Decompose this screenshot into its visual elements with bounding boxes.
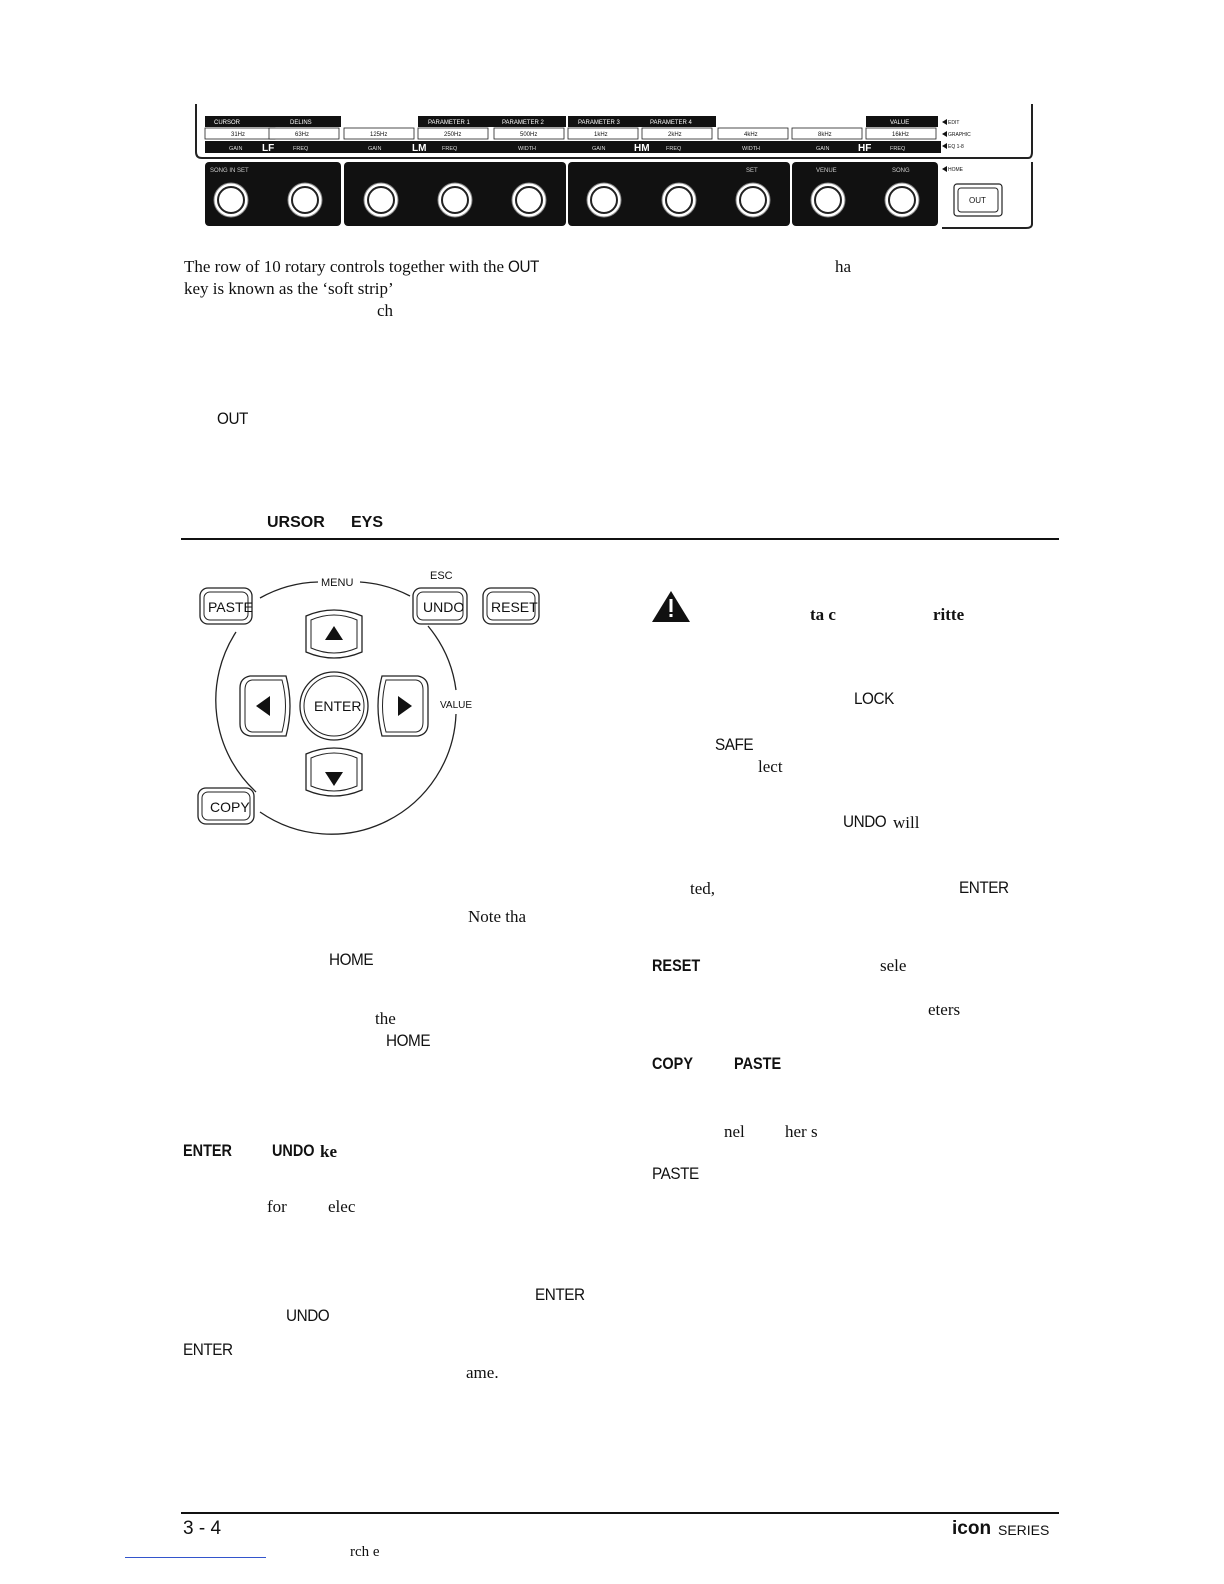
out-key-ref: OUT <box>508 257 540 276</box>
right-lect: lect <box>758 757 783 776</box>
bottom-label: WIDTH <box>742 146 761 152</box>
bottom-label: FREQ <box>293 146 309 152</box>
undo-key[interactable] <box>413 588 467 624</box>
band-hf: HF <box>858 143 872 154</box>
cursor-right-key[interactable] <box>378 676 428 736</box>
paste-key[interactable] <box>200 588 253 624</box>
rotary-knob[interactable] <box>364 183 398 217</box>
left-note: Note tha <box>468 907 527 926</box>
freq-label: 16kHz <box>892 132 910 138</box>
band-lf: LF <box>262 143 275 154</box>
freq-label: 31Hz <box>231 132 246 138</box>
left-home-1: HOME <box>329 950 374 969</box>
rotary-knob[interactable] <box>288 183 322 217</box>
bottom-label: GAIN <box>368 146 382 152</box>
label-param3: PARAMETER 3 <box>578 120 620 126</box>
svg-text:COPY: COPY <box>210 799 250 815</box>
freq-label: 63Hz <box>295 132 310 138</box>
side-graphic: GRAPHIC <box>948 132 971 138</box>
bottom-label: FREQ <box>890 146 906 152</box>
freq-label: 250Hz <box>444 132 462 138</box>
label-param1: PARAMETER 1 <box>428 120 470 126</box>
freq-label: 8kHz <box>818 132 832 138</box>
right-reset-heading: RESET <box>652 956 701 975</box>
left-home-2: HOME <box>386 1031 431 1050</box>
soft-strip-illustration <box>190 100 1040 232</box>
svg-text:RESET: RESET <box>491 599 538 615</box>
freq-label: 1kHz <box>594 132 608 138</box>
bottom-label: FREQ <box>442 146 458 152</box>
knob-label-song: SONG <box>892 168 910 174</box>
bottom-label: GAIN <box>592 146 606 152</box>
side-edit: EDIT <box>948 120 960 126</box>
right-paste-heading: PASTE <box>734 1054 782 1073</box>
right-ted: ted, <box>690 879 716 898</box>
enter-key[interactable] <box>300 672 368 740</box>
footer-fragment: rch e <box>350 1544 380 1560</box>
brand-series: SERIES <box>998 1522 1050 1538</box>
label-param2: PARAMETER 2 <box>502 120 544 126</box>
freq-label: 125Hz <box>370 132 388 138</box>
warning-icon <box>652 590 692 624</box>
rotary-knob[interactable] <box>214 183 248 217</box>
out-key-label: OUT <box>217 409 248 428</box>
rotary-knob[interactable] <box>662 183 696 217</box>
out-button[interactable]: OUT <box>969 196 986 205</box>
right-copy-heading: COPY <box>652 1054 693 1073</box>
bottom-label: GAIN <box>816 146 830 152</box>
freq-label: 500Hz <box>520 132 538 138</box>
cursor-down-key[interactable] <box>306 748 362 796</box>
page-number: 3 - 4 <box>183 1518 222 1539</box>
left-ame: ame. <box>466 1363 499 1382</box>
knob-label-venue: VENUE <box>816 168 837 174</box>
label-delins: DELINS <box>290 120 312 126</box>
knob-label-song-in-set: SONG IN SET <box>210 168 249 174</box>
brand-icon: icon <box>952 1518 992 1539</box>
left-for: for <box>267 1197 287 1216</box>
right-lock: LOCK <box>854 689 894 708</box>
right-will: will <box>893 813 920 832</box>
bottom-label: GAIN <box>229 146 243 152</box>
section-heading-a: URSOR <box>267 514 325 531</box>
cursor-keypad-illustration <box>190 560 550 840</box>
label-param4: PARAMETER 4 <box>650 120 692 126</box>
right-undo: UNDO <box>843 812 887 831</box>
label-menu: MENU <box>321 577 354 589</box>
band-lm: LM <box>412 143 427 154</box>
left-enter-2: ENTER <box>535 1285 585 1304</box>
freq-label: 2kHz <box>668 132 682 138</box>
reset-key[interactable] <box>483 588 539 624</box>
right-nel: nel <box>724 1122 745 1141</box>
rotary-knob[interactable] <box>811 183 845 217</box>
right-her-s: her s <box>785 1122 818 1141</box>
section-heading-b: EYS <box>351 514 384 531</box>
copy-key[interactable] <box>198 788 254 824</box>
band-hm: HM <box>634 143 650 154</box>
freq-label: 4kHz <box>744 132 758 138</box>
right-eters: eters <box>928 1000 961 1019</box>
knob-label-set: SET <box>746 168 758 174</box>
footer-rule <box>181 1512 1059 1514</box>
svg-text:PASTE: PASTE <box>208 599 253 615</box>
footer-link-line <box>125 1557 266 1558</box>
label-value: VALUE <box>440 700 473 711</box>
rotary-knob[interactable] <box>587 183 621 217</box>
right-sele: sele <box>880 956 907 975</box>
left-undo-2: UNDO <box>286 1306 330 1325</box>
side-home: HOME <box>948 167 963 173</box>
left-undo-heading: UNDO <box>272 1141 315 1160</box>
rotary-knob[interactable] <box>736 183 770 217</box>
intro-fragment-ch: ch <box>377 301 394 320</box>
left-enter-3: ENTER <box>183 1340 233 1359</box>
rotary-knob[interactable] <box>438 183 472 217</box>
svg-text:ENTER: ENTER <box>314 698 362 714</box>
intro-line-2: key is known as the ‘soft strip’ <box>184 279 394 298</box>
bottom-label: WIDTH <box>518 146 537 152</box>
warning-fragment-b: ritte <box>933 605 965 624</box>
intro-line-1: The row of 10 rotary controls together with the OUT <box>184 257 540 276</box>
left-the: the <box>375 1009 396 1028</box>
left-enter-heading: ENTER <box>183 1141 232 1160</box>
rotary-knob[interactable] <box>885 183 919 217</box>
bottom-label: FREQ <box>666 146 682 152</box>
left-elec: elec <box>328 1197 356 1216</box>
intro-fragment-ha: ha <box>835 257 852 276</box>
label-cursor: CURSOR <box>214 120 241 126</box>
left-ke: ke <box>320 1142 337 1161</box>
svg-text:UNDO: UNDO <box>423 599 465 615</box>
right-paste-2: PASTE <box>652 1164 699 1183</box>
cursor-up-key[interactable] <box>306 610 362 658</box>
label-esc: ESC <box>430 570 453 582</box>
right-enter: ENTER <box>959 878 1009 897</box>
rotary-knob[interactable] <box>512 183 546 217</box>
label-value: VALUE <box>890 120 910 126</box>
side-eq: EQ 1-8 <box>948 144 964 150</box>
right-safe: SAFE <box>715 735 754 754</box>
cursor-left-key[interactable] <box>240 676 290 736</box>
section-rule <box>181 538 1059 540</box>
warning-fragment-a: ta c <box>810 605 836 624</box>
